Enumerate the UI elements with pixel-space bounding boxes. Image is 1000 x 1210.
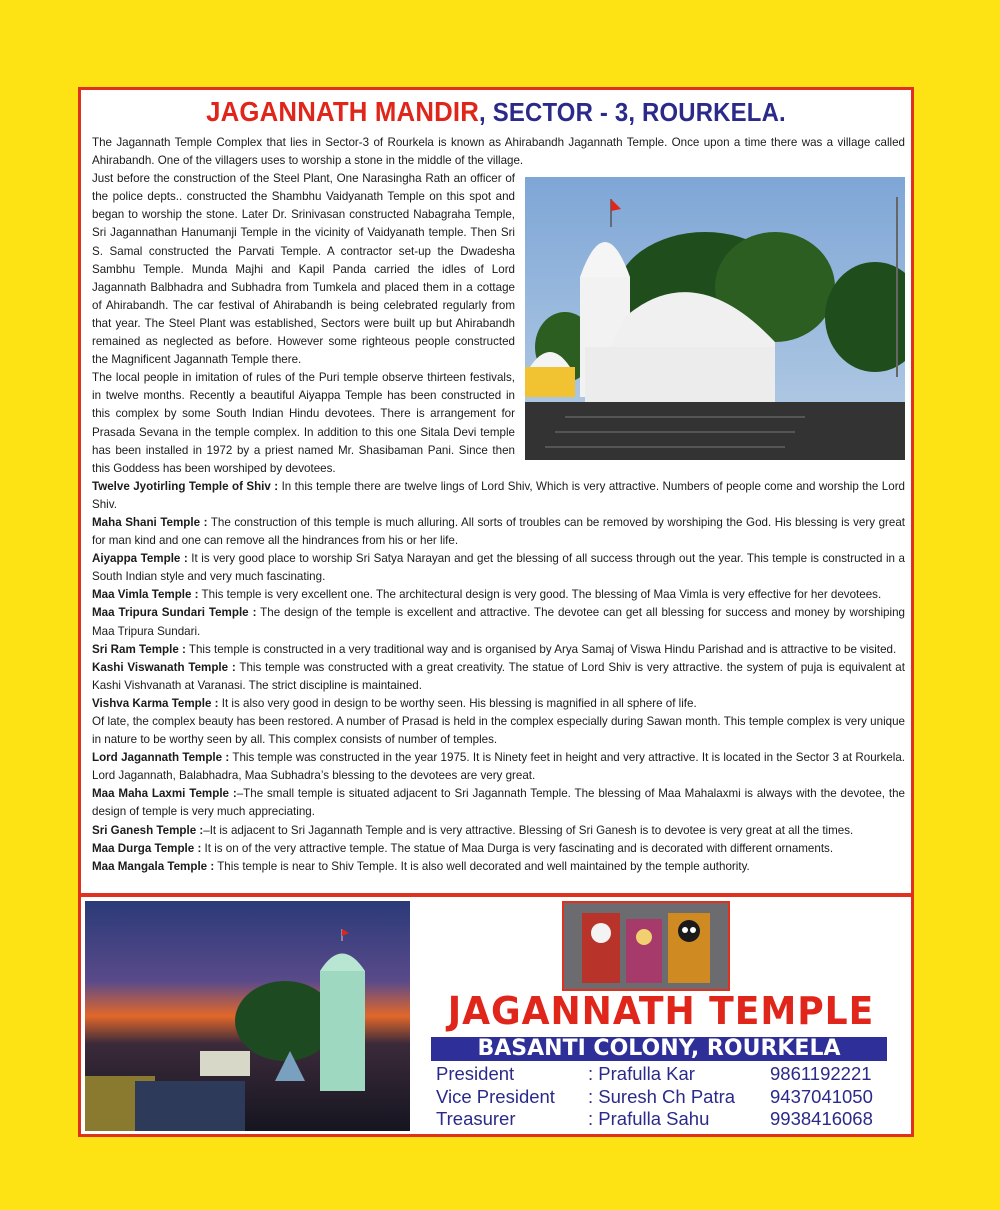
- contact-section: [81, 897, 911, 1134]
- temple-day-photo: [525, 177, 905, 460]
- temple-entry: [92, 641, 905, 659]
- intro-paragraph-2: Just before the construction of the Steel Plant, One Narasingha Rath an officer of the police depts.. constructed the Shambhu Vaidyanath Temple on this spot and began to worship the stone. Later Dr. Srinivasan constructed Nabagraha Temple, Sri Jagannathan Hanumanji Temple in the vicinity of Vaidyanath temple. Then Sri S. Samal constructed the Parvati Temple. A contractor set-up the Dwadesha Sambhu Temple. Munda Majhi and Kapil Panda carried the idles of Lord Jagannath Balbhadra and Subhadra from Tumkela and placed them in a cottage of Ahirabandh. The car festival of Ahirabandh is being celebrated regularly from that year. The Steel Plant was established, Sectors were built up but Ahirabandh remained as neglected as before. However some righteous people constructed the Magnificent Jagannath Temple there.: [92, 172, 515, 367]
- organization-name: JAGANNATH TEMPLE: [447, 989, 875, 1033]
- entry-heading: Maa Vimla Temple :: [92, 588, 199, 602]
- entry-text: It is also very good in design to be worthy seen. His blessing is magnified in all sphere of life.: [218, 696, 697, 710]
- entry-text: In this temple there are twelve lings of Lord Shiv, Which is very attractive. Numbers of people come and worship the Lord Shiv.: [92, 479, 906, 511]
- officer-phone: 9437041050: [770, 1085, 873, 1107]
- officer-role: President: [436, 1063, 515, 1084]
- temple-entry: [92, 822, 905, 840]
- entry-text: This temple is near to Shiv Temple. It is also well decorated and well maintained by the temple authority.: [214, 859, 750, 873]
- temple-entry: [92, 659, 905, 695]
- entry-text: The construction of this temple is much alluring. All sorts of troubles can be removed by worshiping the God. His blessing is very great for man kind and one can remove all the hindrances from his or her life.: [92, 515, 905, 548]
- complex-paragraph: [92, 713, 905, 749]
- entry-heading: Vishva Karma Temple :: [92, 696, 219, 710]
- article-section: [81, 90, 911, 893]
- entry-text: Of late, the complex beauty has been restored. A number of Prasad is held in the complex especially during Sawan month. This temple complex is very unique in nature to be worthy seen by all. This complex consists of number of temples.: [92, 715, 905, 747]
- officer-row: [436, 1063, 896, 1086]
- article-body: [92, 134, 905, 876]
- entry-heading: Aiyappa Temple :: [92, 552, 188, 566]
- officer-row: [436, 1086, 896, 1109]
- title-location: , SECTOR - 3, ROURKELA.: [479, 97, 786, 127]
- entry-heading: Maa Durga Temple :: [92, 841, 202, 855]
- entry-heading: Twelve Jyotirling Temple of Shiv :: [92, 479, 279, 493]
- temple-night-photo: [85, 901, 410, 1131]
- temple-entry: [92, 514, 905, 550]
- entry-text: The design of the temple is excellent and attractive. The devotee can get all blessing for success and money by worshiping Maa Tripura Sundari.: [92, 606, 905, 638]
- deities-photo: [562, 901, 730, 991]
- entry-heading: Sri Ram Temple :: [92, 642, 186, 656]
- poster-panel: [78, 87, 914, 1137]
- entry-text: It is very good place to worship Sri Satya Narayan and get the blessing of all success through out the year. This temple is constructed in a South Indian style and very much fascinating.: [92, 552, 905, 584]
- officer-name: : Suresh Ch Patra: [588, 1085, 736, 1107]
- officer-phone: 9861192221: [770, 1063, 872, 1084]
- officer-role: Vice President: [436, 1085, 555, 1107]
- entry-text: It is on of the very attractive temple. The statue of Maa Durga is very fascinating and is decorated with different ornaments.: [201, 841, 834, 855]
- temple-entry: [92, 749, 905, 785]
- temple-entry: [92, 840, 905, 858]
- entry-text: –The small temple is situated adjacent to Sri Jagannath Temple. The blessing of Maa Mahalaxmi is always with the devotee, the design of temple is very much appreciating.: [92, 787, 906, 819]
- officer-role: Treasurer: [436, 1108, 516, 1129]
- officer-phone: 9938416068: [770, 1108, 873, 1129]
- title-main: JAGANNATH MANDIR: [206, 96, 480, 127]
- entry-text: This temple was constructed with a great creativity. The statue of Lord Shiv is very attractive. the system of puja is equivalent at Kashi Vishvanath at Varanasi. The strict discipline is maintained.: [92, 660, 905, 692]
- entry-heading: Maha Shani Temple :: [92, 515, 208, 529]
- officer-row: [436, 1108, 896, 1131]
- entry-heading: Lord Jagannath Temple :: [92, 751, 230, 765]
- officer-name: : Prafulla Sahu: [588, 1108, 710, 1129]
- entry-text: This temple was constructed in the year 1975. It is Ninety feet in height and very attractive. It is located in the Sector 3 at Rourkela. Lord Jagannath, Balabhadra, Maa Subhadra’s blessing to the devotees are very great.: [92, 751, 905, 783]
- temple-entry: [92, 478, 905, 514]
- temple-entry: [92, 604, 905, 640]
- entry-heading: Maa Mangala Temple :: [92, 859, 215, 873]
- temple-entry: [92, 550, 905, 586]
- officer-name: : Prafulla Kar: [588, 1063, 695, 1084]
- entry-text: This temple is constructed in a very traditional way and is organised by Arya Samaj of Viswa Hindu Parishad and is attractive to be visited.: [185, 642, 897, 656]
- entry-heading: Maa Maha Laxmi Temple :: [92, 787, 237, 801]
- entry-heading: Sri Ganesh Temple :: [92, 823, 204, 837]
- intro-paragraph-1: The Jagannath Temple Complex that lies in Sector-3 of Rourkela is known as Ahirabandh Jagannath Temple. Once upon a time there was a village called Ahirabandh. One of the villagers uses to worship a stone in the middle of the village.: [92, 136, 905, 168]
- organization-location: BASANTI COLONY, ROURKELA: [431, 1037, 887, 1061]
- temple-entry: [92, 858, 905, 876]
- temple-entry: [92, 785, 905, 821]
- temple-entry: [92, 586, 905, 604]
- officers-list: [436, 1063, 896, 1131]
- page-title: [114, 96, 878, 128]
- temple-entry: [92, 695, 905, 713]
- entry-text: This temple is very excellent one. The architectural design is very good. The blessing of Maa Vimla is very effective for her devotees.: [198, 588, 882, 602]
- entry-text: –It is adjacent to Sri Jagannath Temple and is very attractive. Blessing of Sri Ganesh is to devotee is very great at all the times.: [203, 823, 854, 837]
- entry-heading: Kashi Viswanath Temple :: [92, 660, 236, 674]
- intro-paragraph-3: The local people in imitation of rules of the Puri temple observe thirteen festivals, in twelve months. Recently a beautiful Aiyappa Temple has been constructed in this complex by some South Indian Hindu devotees. There is arrangement for Prasada Sevana in the temple complex. In addition to this one Sitala Devi temple has been installed in 1972 by a priest named Mr. Shasibaman Pani. Since then this Goddess has been worshiped by devotees.: [92, 371, 515, 475]
- entry-heading: Maa Tripura Sundari Temple :: [92, 606, 257, 620]
